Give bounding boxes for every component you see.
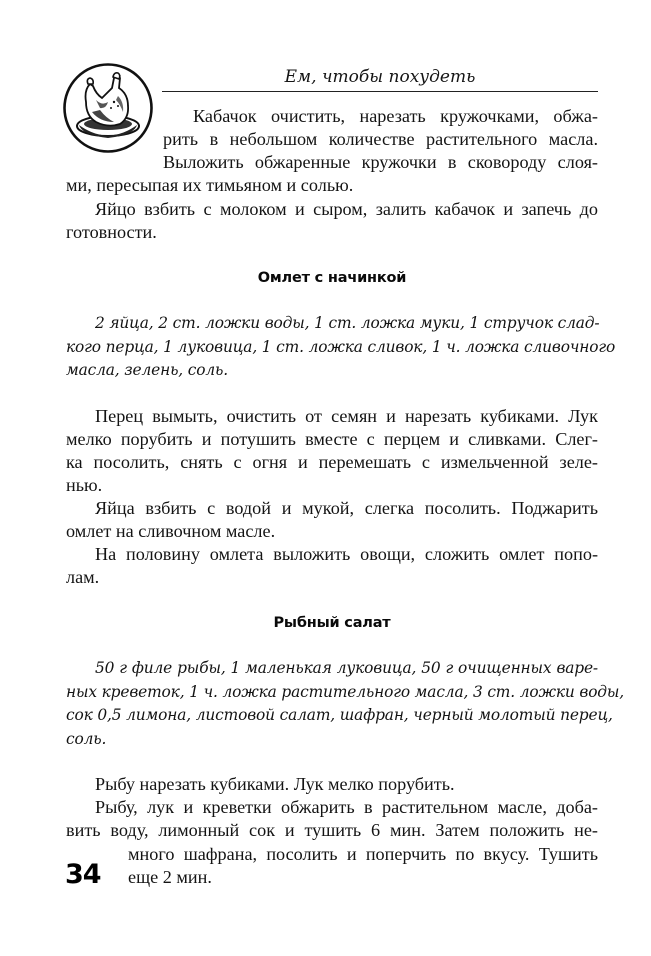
method-line: лам. (66, 567, 100, 587)
body-line: рить в небольшом количестве растительного масла. (163, 129, 598, 149)
roast-chicken-icon (62, 62, 154, 154)
running-head: Ем, чтобы похудеть (284, 67, 476, 87)
method-line: нью. (66, 475, 103, 495)
method-line: Рыбу нарезать кубиками. Лук мелко порубить. (95, 774, 455, 794)
body-line: готовности. (66, 222, 157, 242)
recipe-title: Омлет с начинкой (257, 270, 407, 286)
body-line: ми, пересыпая их тимьяном и солью. (66, 175, 354, 195)
header-rule (162, 91, 598, 92)
method-line: омлет на сливочном масле. (66, 521, 276, 541)
method-line: много шафрана, посолить и поперчить по вкусу. Тушить (128, 844, 598, 864)
body-line: Выложить обжаренные кружочки в сковороду слоя- (163, 152, 598, 172)
recipe-title: Рыбный салат (273, 615, 391, 631)
body-line: Кабачок очистить, нарезать кружочками, обжа- (193, 106, 598, 126)
method-line: Перец вымыть, очистить от семян и нарезать кубиками. Лук (95, 406, 598, 426)
page-number: 34 (65, 859, 101, 890)
ingredients-line: кого перца, 1 луковица, 1 ст. ложка сливок, 1 ч. ложка сливочного (66, 338, 616, 356)
method-line: Яйца взбить с водой и мукой, слегка посолить. Поджарить (95, 498, 598, 518)
ingredients-line: 2 яйца, 2 ст. ложки воды, 1 ст. ложка муки, 1 стручок слад- (95, 314, 600, 332)
ingredients-line: соль. (66, 730, 107, 748)
method-line: мелко порубить и потушить вместе с перцем и сливками. Слег- (66, 429, 598, 449)
method-line: ка посолить, снять с огня и перемешать с измельченной зеле- (66, 452, 598, 472)
ingredients-line: 50 г филе рыбы, 1 маленькая луковица, 50 г очищенных варе- (95, 659, 598, 677)
method-line: На половину омлета выложить овощи, сложить омлет попо- (95, 544, 598, 564)
method-line: вить воду, лимонный сок и тушить 6 мин. Затем положить не- (66, 820, 598, 840)
ingredients-line: масла, зелень, соль. (66, 361, 228, 379)
body-line: Яйцо взбить с молоком и сыром, залить кабачок и запечь до (95, 199, 598, 219)
ingredients-line: сок 0,5 лимона, листовой салат, шафран, черный молотый перец, (66, 706, 613, 724)
method-line: еще 2 мин. (128, 867, 212, 887)
ingredients-line: ных креветок, 1 ч. ложка растительного масла, 3 ст. ложки воды, (66, 683, 625, 701)
method-line: Рыбу, лук и креветки обжарить в растительном масле, доба- (95, 797, 598, 817)
